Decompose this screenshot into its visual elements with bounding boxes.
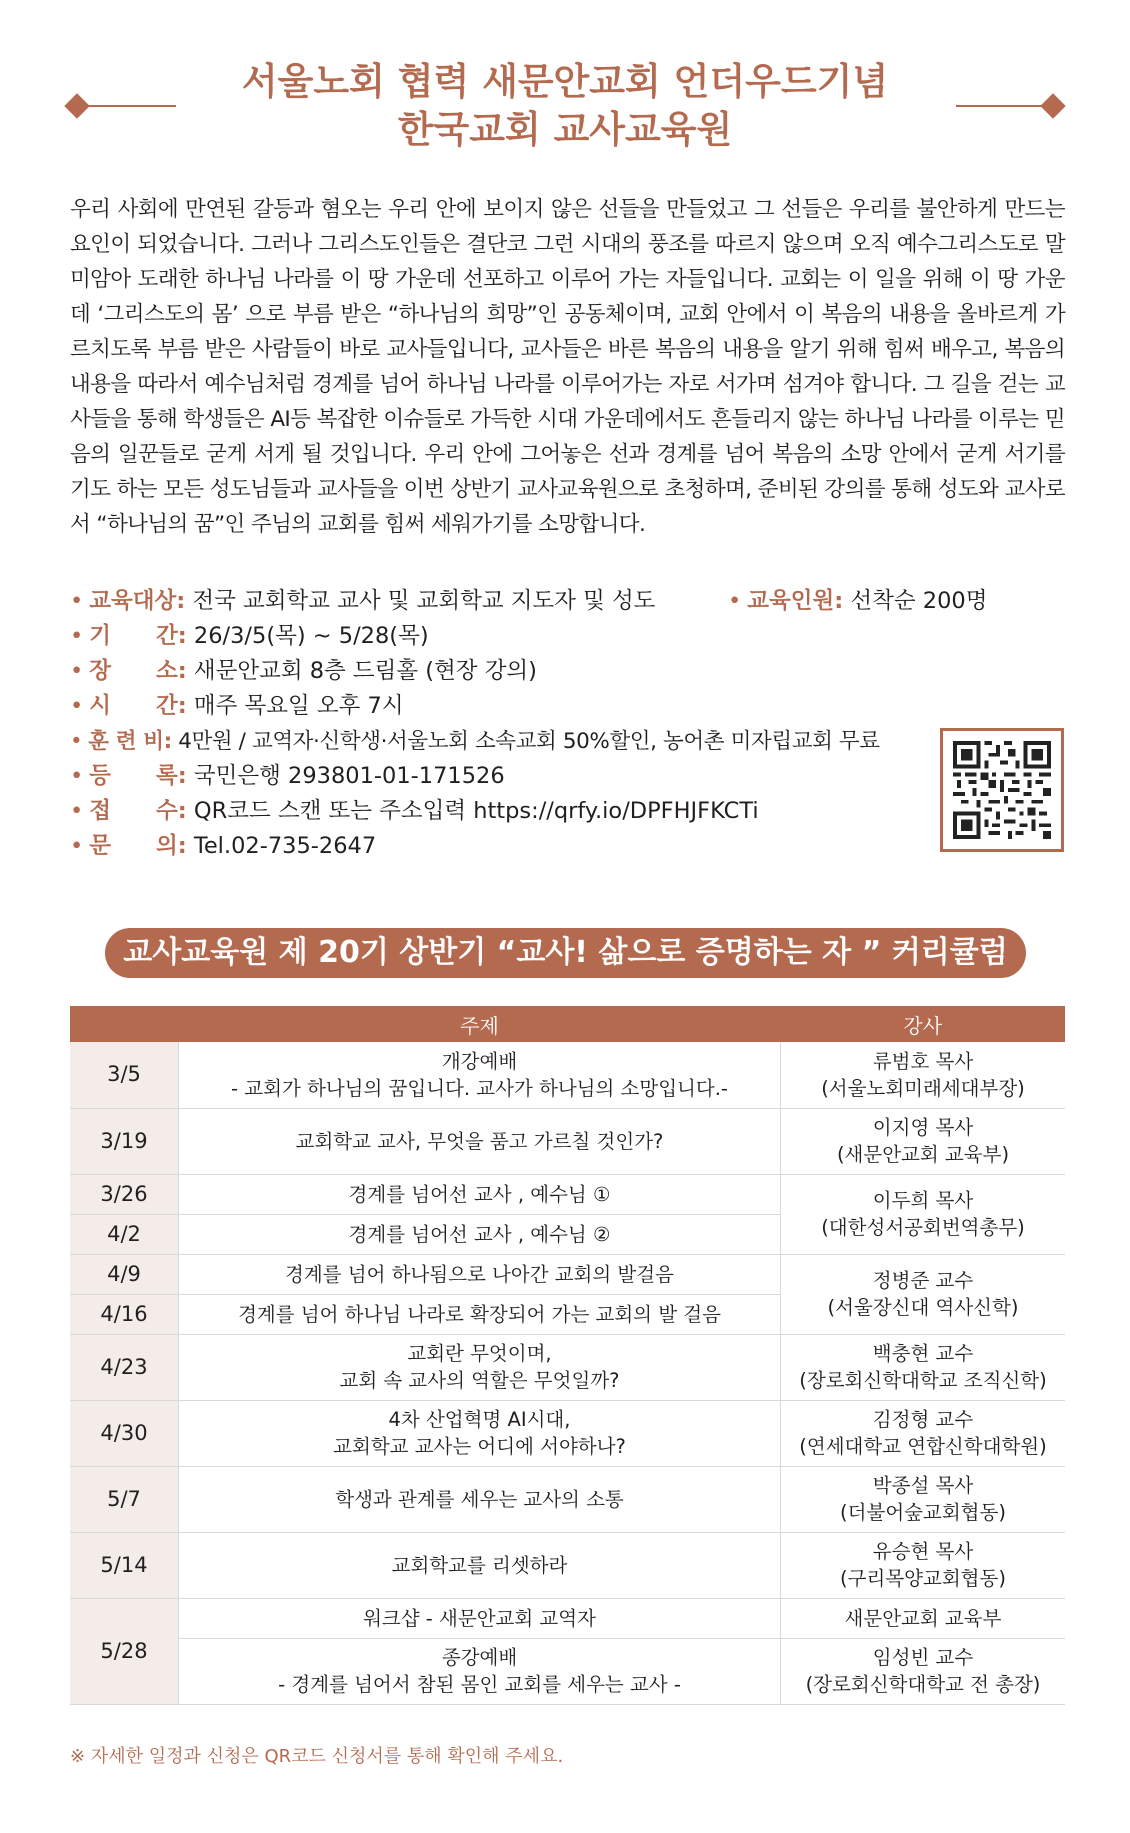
info-place: • 장 소: 새문안교회 8층 드림홀 (현장 강의) bbox=[70, 658, 537, 684]
row-date: 4/2 bbox=[70, 1214, 179, 1254]
row-instructor: 임성빈 교수 (장로회신학대학교 전 총장) bbox=[781, 1638, 1066, 1704]
table-row bbox=[70, 1532, 1065, 1598]
info-contact: • 문 의: Tel.02-735-2647 bbox=[70, 833, 377, 859]
row-instructor: 유승현 목사 (구리목양교회협동) bbox=[781, 1532, 1066, 1598]
row-instructor: 이두희 목사 (대한성서공회번역총무) bbox=[781, 1174, 1066, 1254]
row-date: 5/28 bbox=[70, 1598, 179, 1704]
intro-paragraph: 우리 사회에 만연된 갈등과 혐오는 우리 안에 보이지 않은 선들을 만들었고 그 선들은 우리를 불안하게 만드는 요인이 되었습니다. 그러나 그리스도인들은 결단코 그런 시대의 풍조를 따르지 않으며 오직 예수그리스도로 말미암아 도래한 하나님 나라를 이 땅 가운데 선포하고 이루어 가는 자들입니다. 교회는 이 일을 위해 이 땅 가운데 ‘그리스도의 몸’ 으로 부름 받은 “하나님의 희망”인 공동체이며, 교회 안에서 이 복음의 내용을 올바르게 가르치도록 부름 받은 사람들이 바로 교사들입니다, 교사들은 바른 복음의 내용을 알기 위해 힘써 배우고, 복음의 내용을 따라서 예수님처럼 경계를 넘어 하나님 나라를 이루어가는 자로 서가며 섬겨야 합니다. 그 길을 걷는 교사들을 통해 학생들은 AI등 복잡한 이슈들로 가득한 시대 가운데에서도 흔들리지 않는 하나님 나라를 이루는 믿음의 일꾼들로 굳게 서게 될 것입니다. 우리 안에 그어놓은 선과 경계를 넘어 복음의 소망 안에서 굳게 서기를 기도 하는 모든 성도님들과 교사들을 이번 상반기 교사교육원으로 초청하며, 준비된 강의를 통해 성도와 교사로서 “하나님의 꿈”인 주님의 교회를 힘써 세워가기를 소망합니다. bbox=[70, 197, 1065, 537]
table-row bbox=[70, 1466, 1065, 1532]
row-instructor: 김정형 교수 (연세대학교 연합신학대학원) bbox=[781, 1400, 1066, 1466]
row-topic: 경계를 넘어 하나님 나라로 확장되어 가는 교회의 발 걸음 bbox=[179, 1294, 781, 1334]
row-date: 5/7 bbox=[70, 1466, 179, 1532]
row-date: 4/30 bbox=[70, 1400, 179, 1466]
table-row bbox=[70, 1638, 1065, 1704]
qr-code[interactable] bbox=[940, 728, 1064, 852]
row-topic: 4차 산업혁명 AI시대, 교회학교 교사는 어디에 서야하나? bbox=[179, 1400, 781, 1466]
title-line-2: 한국교회 교사교육원 bbox=[397, 108, 733, 151]
row-topic: 교회학교를 리셋하라 bbox=[179, 1532, 781, 1598]
info-capacity: • 교육인원: 선착순 200명 bbox=[728, 588, 988, 614]
row-instructor: 정병준 교수 (서울장신대 역사신학) bbox=[781, 1254, 1066, 1334]
row-topic: 개강예배 - 교회가 하나님의 꿈입니다. 교사가 하나님의 소망입니다.- bbox=[179, 1042, 781, 1108]
row-instructor: 새문안교회 교육부 bbox=[781, 1598, 1066, 1638]
row-date: 4/16 bbox=[70, 1294, 179, 1334]
info-period: • 기 간: 26/3/5(목) ~ 5/28(목) bbox=[70, 623, 429, 649]
info-fee: • 훈 련 비: 4만원 / 교역자·신학생·서울노회 소속교회 50%할인, 농어촌 미자립교회 무료 bbox=[70, 729, 880, 754]
table-row bbox=[70, 1598, 1065, 1638]
row-date: 4/9 bbox=[70, 1254, 179, 1294]
row-topic: 교회학교 교사, 무엇을 품고 가르칠 것인가? bbox=[179, 1108, 781, 1174]
footer-note: ※ 자세한 일정과 신청은 QR코드 신청서를 통해 확인해 주세요. bbox=[70, 1746, 564, 1767]
curriculum-table bbox=[70, 1006, 1065, 1705]
info-account: • 등 록: 국민은행 293801-01-171526 bbox=[70, 763, 505, 789]
row-topic: 교회란 무엇이며, 교회 속 교사의 역할은 무엇일까? bbox=[179, 1334, 781, 1400]
row-instructor: 백충현 교수 (장로회신학대학교 조직신학) bbox=[781, 1334, 1066, 1400]
table-row bbox=[70, 1108, 1065, 1174]
row-topic: 경계를 넘어선 교사 , 예수님 ① bbox=[179, 1174, 781, 1214]
info-apply: • 접 수: QR코드 스캔 또는 주소입력 https://qrfy.io/DPFHJFKCTi bbox=[70, 798, 759, 824]
info-target: • 교육대상: 전국 교회학교 교사 및 교회학교 지도자 및 성도 bbox=[70, 588, 656, 614]
row-topic: 워크샵 - 새문안교회 교역자 bbox=[179, 1598, 781, 1638]
row-date: 3/19 bbox=[70, 1108, 179, 1174]
row-instructor: 류범호 목사 (서울노회미래세대부장) bbox=[781, 1042, 1066, 1108]
header-topic: 주제 bbox=[179, 1006, 781, 1042]
title-line-1: 서울노회 협력 새문안교회 언더우드기념 bbox=[241, 60, 889, 103]
table-row bbox=[70, 1334, 1065, 1400]
row-topic: 경계를 넘어선 교사 , 예수님 ② bbox=[179, 1214, 781, 1254]
header-instructor: 강사 bbox=[781, 1006, 1066, 1042]
row-date: 3/5 bbox=[70, 1042, 179, 1108]
table-row bbox=[70, 1400, 1065, 1466]
row-topic: 경계를 넘어 하나됨으로 나아간 교회의 발걸음 bbox=[179, 1254, 781, 1294]
row-date: 5/14 bbox=[70, 1532, 179, 1598]
row-topic: 종강예배 - 경계를 넘어서 참된 몸인 교회를 세우는 교사 - bbox=[179, 1638, 781, 1704]
table-row bbox=[70, 1254, 1065, 1294]
row-date: 4/23 bbox=[70, 1334, 179, 1400]
row-date: 3/26 bbox=[70, 1174, 179, 1214]
table-row bbox=[70, 1174, 1065, 1214]
info-time: • 시 간: 매주 목요일 오후 7시 bbox=[70, 693, 404, 719]
row-instructor: 이지영 목사 (새문안교회 교육부) bbox=[781, 1108, 1066, 1174]
header-date bbox=[70, 1006, 179, 1042]
row-instructor: 박종설 목사 (더불어숲교회협동) bbox=[781, 1466, 1066, 1532]
table-row bbox=[70, 1042, 1065, 1108]
row-topic: 학생과 관계를 세우는 교사의 소통 bbox=[179, 1466, 781, 1532]
apply-link[interactable]: QR코드 스캔 또는 주소입력 https://qrfy.io/DPFHJFKCTi bbox=[193, 798, 759, 824]
table-header bbox=[70, 1006, 1065, 1042]
curriculum-banner: 교사교육원 제 20기 상반기 “교사! 삶으로 증명하는 자 ” 커리큘럼 bbox=[105, 928, 1026, 978]
